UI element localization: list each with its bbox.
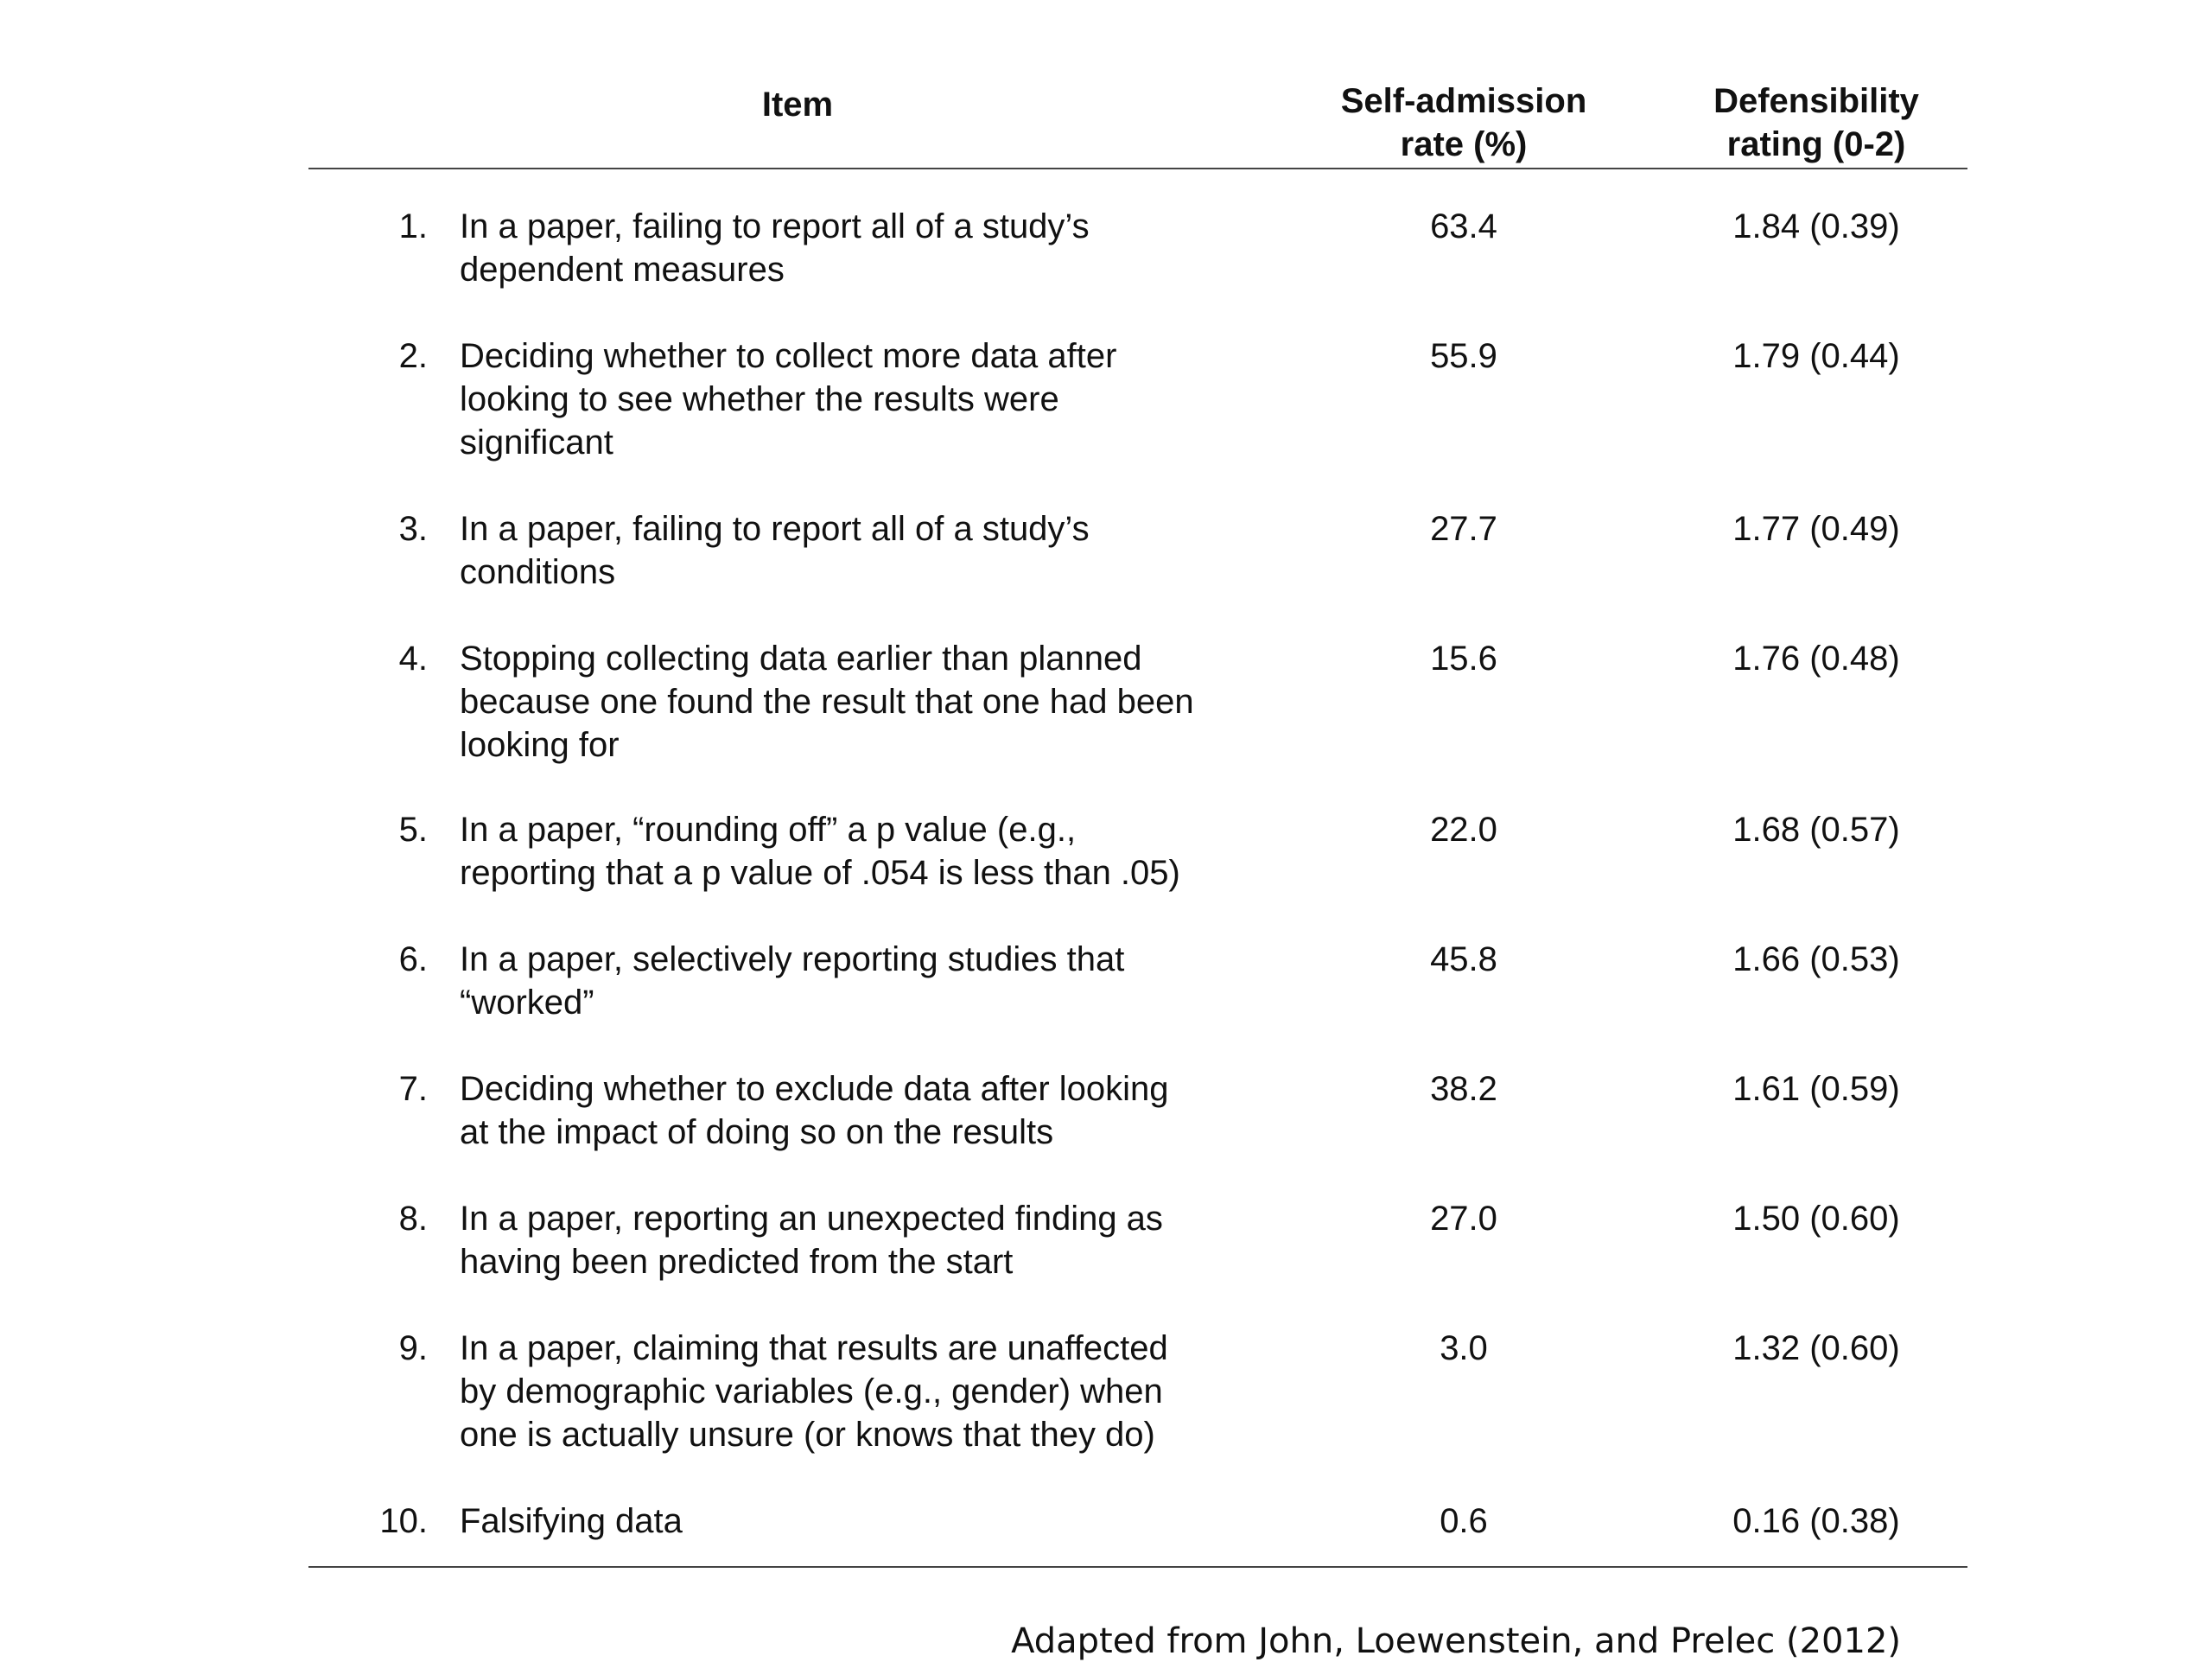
row-self-admission-rate: 27.0 (1430, 1200, 1497, 1238)
row-self-admission-rate: 3.0 (1440, 1329, 1488, 1367)
row-defensibility-rating: 1.68 (0.57) (1732, 811, 1900, 849)
row-defensibility-rating: 1.77 (0.49) (1732, 510, 1900, 548)
row-number: 2. (398, 337, 428, 375)
row-item-text: In a paper, claiming that results are unaffected by demographic variables (e.g., gender) when one is actually unsure (or knows that they do) (460, 1329, 1168, 1454)
source-citation: Adapted from John, Loewenstein, and Prelec (2012) (1011, 1621, 1901, 1661)
row-number: 10. (379, 1502, 428, 1540)
row-self-admission-rate: 38.2 (1430, 1070, 1497, 1108)
row-defensibility-rating: 1.79 (0.44) (1732, 337, 1900, 375)
row-item-text: In a paper, failing to report all of a study’s conditions (460, 510, 1090, 591)
row-item-text: In a paper, failing to report all of a study’s dependent measures (460, 207, 1090, 289)
row-self-admission-rate: 22.0 (1430, 811, 1497, 849)
header-item: Item (761, 86, 834, 124)
row-item-text: In a paper, “rounding off” a p value (e.g., reporting that a p value of .054 is less than .05) (460, 811, 1180, 892)
header-rule (308, 168, 1967, 169)
header-defensibility-rating: Defensibility rating (0-2) (1713, 82, 1919, 163)
row-number: 1. (398, 207, 428, 245)
row-defensibility-rating: 1.76 (0.48) (1732, 640, 1900, 678)
table-header (308, 80, 1967, 168)
row-number: 5. (398, 811, 428, 849)
row-self-admission-rate: 45.8 (1430, 940, 1497, 978)
row-defensibility-rating: 1.50 (0.60) (1732, 1200, 1900, 1238)
row-item-text: Deciding whether to exclude data after looking at the impact of doing so on the results (460, 1070, 1169, 1151)
qrp-table (308, 80, 1967, 1540)
row-number: 8. (398, 1200, 428, 1238)
row-item-text: In a paper, reporting an unexpected finding as having been predicted from the start (460, 1200, 1163, 1281)
row-item-text: Stopping collecting data earlier than planned because one found the result that one had been looking for (460, 640, 1194, 764)
row-defensibility-rating: 1.84 (0.39) (1732, 207, 1900, 245)
header-self-admission-rate: Self-admission rate (%) (1340, 82, 1587, 163)
row-item-text: Falsifying data (460, 1502, 683, 1540)
row-number: 3. (398, 510, 428, 548)
row-self-admission-rate: 27.7 (1430, 510, 1497, 548)
row-defensibility-rating: 1.61 (0.59) (1732, 1070, 1900, 1108)
row-number: 6. (398, 940, 428, 978)
row-self-admission-rate: 15.6 (1430, 640, 1497, 678)
row-self-admission-rate: 55.9 (1430, 337, 1497, 375)
row-item-text: In a paper, selectively reporting studies that “worked” (460, 940, 1125, 1022)
row-self-admission-rate: 0.6 (1440, 1502, 1488, 1540)
row-number: 9. (398, 1329, 428, 1367)
row-defensibility-rating: 1.32 (0.60) (1732, 1329, 1900, 1367)
row-defensibility-rating: 1.66 (0.53) (1732, 940, 1900, 978)
row-number: 7. (398, 1070, 428, 1108)
row-number: 4. (398, 640, 428, 678)
bottom-rule (308, 1566, 1967, 1568)
row-self-admission-rate: 63.4 (1430, 207, 1497, 245)
row-item-text: Deciding whether to collect more data after looking to see whether the results were significant (460, 337, 1117, 462)
row-defensibility-rating: 0.16 (0.38) (1732, 1502, 1900, 1540)
